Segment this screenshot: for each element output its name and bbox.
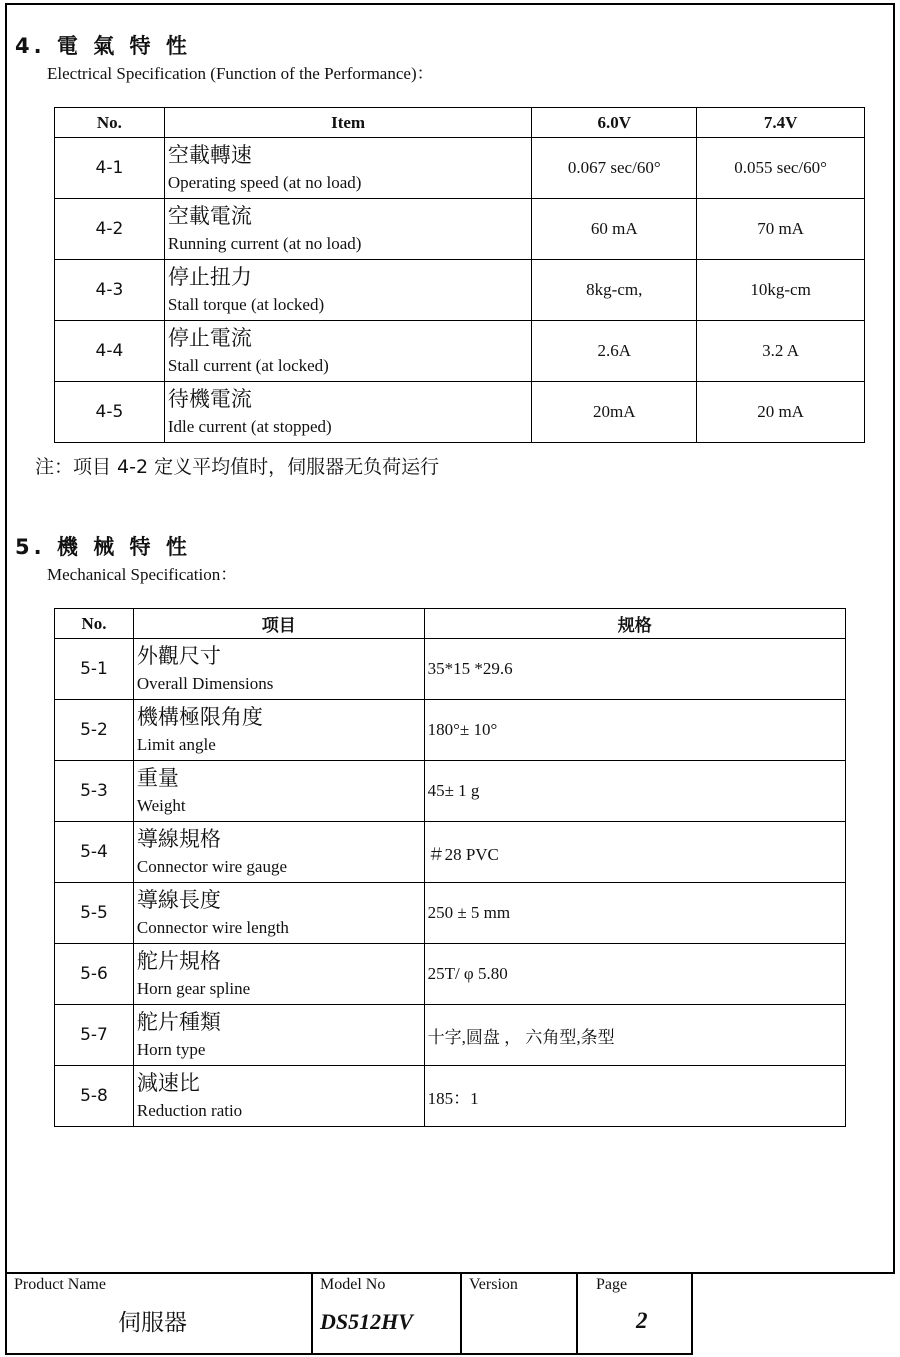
item-english: Limit angle [136, 735, 216, 754]
row-number: 4-3 [55, 260, 165, 321]
row-number: 5-2 [55, 700, 134, 761]
value-6v: 0.067 sec/60° [532, 138, 697, 199]
header-item: 项目 [133, 609, 424, 639]
table-header-row [55, 609, 846, 639]
electrical-spec-table [54, 107, 865, 443]
value-7v: 70 mA [697, 199, 865, 260]
footer-divider [460, 1272, 462, 1355]
row-item [133, 1005, 424, 1066]
model-no-label: Model No [320, 1276, 386, 1293]
row-number: 4-4 [55, 321, 165, 382]
item-chinese: 空載電流 [167, 204, 252, 228]
product-name-label: Product Name [14, 1276, 106, 1293]
row-number: 5-3 [55, 761, 134, 822]
row-item [133, 944, 424, 1005]
section5-title: 5. 機 械 特 性 [15, 535, 191, 559]
item-chinese: 舵片種類 [136, 1010, 221, 1034]
spec-value: 45± 1 g [424, 761, 845, 822]
item-english: Stall torque (at locked) [167, 295, 325, 314]
footer-divider [691, 1272, 693, 1355]
table-row [55, 700, 846, 761]
spec-value: 十字,圆盘 ， 六角型,条型 [424, 1005, 845, 1066]
item-english: Reduction ratio [136, 1101, 243, 1120]
item-chinese: 機構極限角度 [136, 705, 263, 729]
item-english: Horn type [136, 1040, 206, 1059]
header-no: No. [55, 108, 165, 138]
row-number: 4-1 [55, 138, 165, 199]
item-chinese: 導線規格 [136, 827, 221, 851]
row-item [164, 321, 532, 382]
section4-subtitle: Electrical Specification (Function of the Performance)： [47, 64, 434, 83]
row-item [164, 260, 532, 321]
table-row [55, 944, 846, 1005]
row-number: 5-8 [55, 1066, 134, 1127]
spec-value: 25T/ φ 5.80 [424, 944, 845, 1005]
table-row [55, 382, 865, 443]
table-row [55, 1066, 846, 1127]
item-english: Connector wire gauge [136, 857, 288, 876]
row-number: 5-5 [55, 883, 134, 944]
item-chinese: 減速比 [136, 1071, 200, 1095]
page-number: 2 [636, 1308, 648, 1333]
value-7v: 3.2 A [697, 321, 865, 382]
item-english: Running current (at no load) [167, 234, 362, 253]
row-item [133, 883, 424, 944]
section5-subtitle: Mechanical Specification： [47, 565, 238, 584]
page-frame-left [5, 3, 7, 1355]
model-no-value: DS512HV [320, 1309, 413, 1334]
row-number: 4-2 [55, 199, 165, 260]
row-item [133, 761, 424, 822]
table-row [55, 1005, 846, 1066]
table-row [55, 883, 846, 944]
value-6v: 2.6A [532, 321, 697, 382]
value-6v: 8kg-cm, [532, 260, 697, 321]
item-english: Overall Dimensions [136, 674, 274, 693]
footer-divider [576, 1272, 578, 1355]
row-item [164, 199, 532, 260]
item-english: Connector wire length [136, 918, 289, 937]
value-7v: 10kg-cm [697, 260, 865, 321]
mechanical-spec-table [54, 608, 846, 1127]
item-english: Stall current (at locked) [167, 356, 329, 375]
value-6v: 60 mA [532, 199, 697, 260]
table-row [55, 639, 846, 700]
table-header-row [55, 108, 865, 138]
item-english: Horn gear spline [136, 979, 251, 998]
item-chinese: 重量 [136, 766, 179, 790]
table-row [55, 822, 846, 883]
row-item [133, 822, 424, 883]
item-chinese: 導線長度 [136, 888, 221, 912]
value-7v: 0.055 sec/60° [697, 138, 865, 199]
row-number: 5-4 [55, 822, 134, 883]
header-6v: 6.0V [532, 108, 697, 138]
spec-value: ＃28 PVC [424, 822, 845, 883]
page-label: Page [596, 1276, 628, 1293]
row-item [133, 700, 424, 761]
version-label: Version [469, 1276, 518, 1293]
item-english: Operating speed (at no load) [167, 173, 362, 192]
item-english: Weight [136, 796, 186, 815]
item-chinese: 停止電流 [167, 326, 252, 350]
item-chinese: 舵片規格 [136, 949, 221, 973]
footer-divider [311, 1272, 313, 1355]
section4-note: 注：项目 4-2 定义平均值时，伺服器无负荷运行 [35, 456, 440, 478]
row-number: 5-6 [55, 944, 134, 1005]
row-item [164, 382, 532, 443]
row-item [133, 1066, 424, 1127]
item-english: Idle current (at stopped) [167, 417, 332, 436]
item-chinese: 外觀尺寸 [136, 644, 221, 668]
spec-value: 180°± 10° [424, 700, 845, 761]
footer-line-bottom [5, 1353, 693, 1355]
value-6v: 20mA [532, 382, 697, 443]
page-frame-top [5, 3, 895, 5]
header-item: Item [164, 108, 532, 138]
row-number: 5-7 [55, 1005, 134, 1066]
table-row [55, 321, 865, 382]
spec-value: 185：1 [424, 1066, 845, 1127]
row-number: 5-1 [55, 639, 134, 700]
spec-value: 35*15 *29.6 [424, 639, 845, 700]
row-number: 4-5 [55, 382, 165, 443]
item-chinese: 空載轉速 [167, 143, 252, 167]
product-name-value: 伺服器 [118, 1310, 187, 1336]
table-row [55, 761, 846, 822]
table-row [55, 260, 865, 321]
row-item [133, 639, 424, 700]
header-7v: 7.4V [697, 108, 865, 138]
footer-line-top [5, 1272, 895, 1274]
item-chinese: 停止扭力 [167, 265, 252, 289]
table-row [55, 199, 865, 260]
section4-title: 4. 電 氣 特 性 [15, 34, 191, 58]
header-no: No. [55, 609, 134, 639]
value-7v: 20 mA [697, 382, 865, 443]
page-frame-right [893, 3, 895, 1273]
spec-value: 250 ± 5 mm [424, 883, 845, 944]
table-row [55, 138, 865, 199]
item-chinese: 待機電流 [167, 387, 252, 411]
row-item [164, 138, 532, 199]
header-spec: 规格 [424, 609, 845, 639]
